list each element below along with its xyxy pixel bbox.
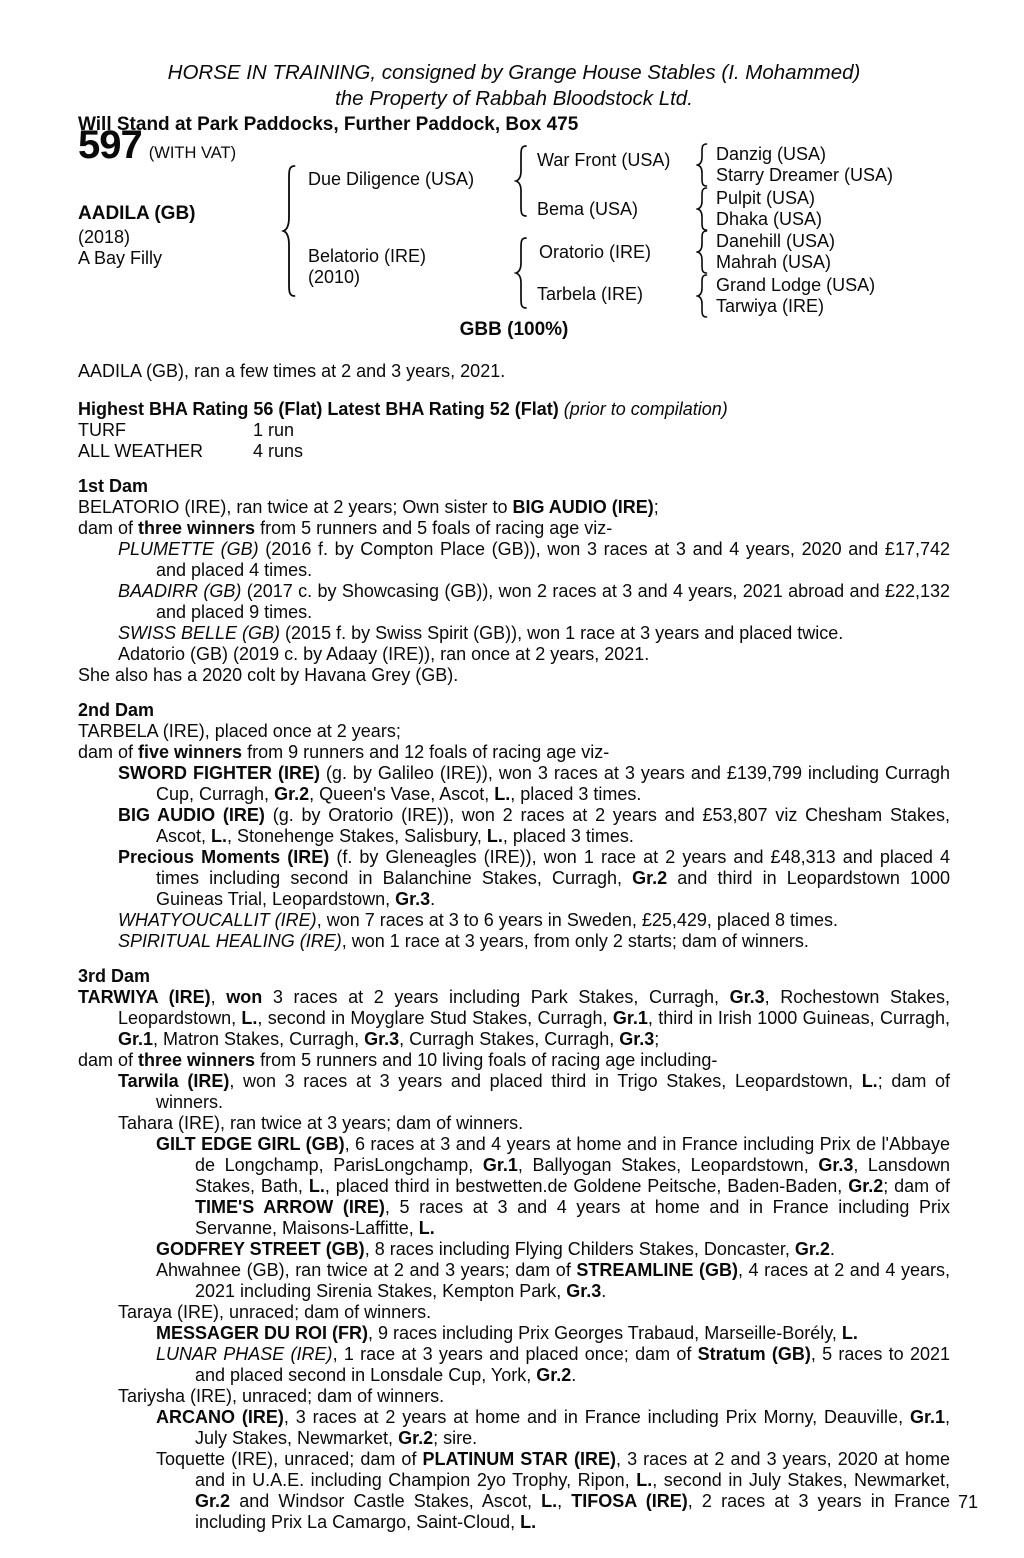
pedigree-paragraph: Precious Moments (IRE) (f. by Gleneagles (IRE)), won 1 race at 2 years and £48,313 and placed 4 times including second in Balanchine Stakes, Curragh, Gr.2 and third in Leopardstown 1000 Guineas Trial, Leopardstown, Gr.3. [118, 847, 950, 909]
pedigree-brace-gen1 [281, 165, 297, 297]
pedigree-paragraph: TARBELA (IRE), placed once at 2 years; [78, 721, 401, 741]
surface-label: ALL WEATHER [78, 441, 204, 461]
grandsire-name: Oratorio (IRE) [539, 242, 652, 262]
pedigree-paragraph: WHATYOUCALLIT (IRE), won 7 races at 3 to 6 years in Sweden, £25,429, placed 8 times. [118, 910, 838, 930]
great-grandparent-name: Mahrah (USA) [716, 252, 832, 272]
page-number: 71 [957, 1492, 978, 1512]
lot-number-value: 597 [78, 123, 142, 167]
dam-name: Belatorio (IRE) [308, 246, 427, 266]
great-grandparent-name: Danzig (USA) [716, 144, 827, 164]
ratings-row [78, 441, 950, 462]
great-grandparent-name: Danehill (USA) [716, 231, 836, 251]
sire-name: Due Diligence (USA) [308, 169, 475, 189]
pedigree-paragraph: SWORD FIGHTER (IRE) (g. by Galileo (IRE)), won 3 races at 3 years and £139,799 including Curragh Cup, Curragh, Gr.2, Queen's Vase, Ascot, L., placed 3 times. [118, 763, 950, 804]
pedigree-paragraph: dam of three winners from 5 runners and 10 living foals of racing age including- [78, 1050, 718, 1070]
pedigree-paragraph: GODFREY STREET (GB), 8 races including Flying Childers Stakes, Doncaster, Gr.2. [156, 1239, 835, 1259]
dam-year: (2010) [308, 267, 361, 287]
pedigree-paragraph: Tarwila (IRE), won 3 races at 3 years and placed third in Trigo Stakes, Leopardstown, L.; dam of winners. [118, 1071, 951, 1112]
section-heading: 1st Dam [78, 476, 149, 496]
ratings-block [78, 399, 950, 462]
pedigree-paragraph: Tahara (IRE), ran twice at 3 years; dam of winners. [118, 1113, 524, 1133]
pedigree-brace-dam-parents [514, 237, 528, 309]
section-heading: 2nd Dam [78, 700, 155, 720]
pedigree-paragraph: TARWIYA (IRE), won 3 races at 2 years including Park Stakes, Curragh, Gr.3, Rochestown Stakes, Leopardstown, L., second in Moyglare Stud Stakes, Curragh, Gr.1, third in Irish 1000 Guineas, Curragh, Gr.1, Matron Stakes, Curragh, Gr.3, Curragh Stakes, Curragh, Gr.3; [78, 987, 950, 1049]
catalogue-page [78, 0, 950, 1533]
owner-line: the Property of Rabbah Bloodstock Ltd. [335, 87, 693, 110]
pedigree-paragraph: MESSAGER DU ROI (FR), 9 races including Prix Georges Trabaud, Marseille-Borély, L. [156, 1323, 858, 1343]
pedigree-paragraph: Toquette (IRE), unraced; dam of PLATINUM STAR (IRE), 3 races at 2 and 3 years, 2020 at home and in U.A.E. including Champion 2yo Trophy, Ripon, L., second in July Stakes, Newmarket, Gr.2 and Windsor Castle Stakes, Ascot, L., TIFOSA (IRE), 2 races at 3 years in France including Prix La Camargo, Saint-Cloud, L. [156, 1449, 951, 1532]
dam-sections [78, 476, 950, 1533]
horse-description: A Bay Filly [78, 248, 163, 268]
pedigree-paragraph: dam of five winners from 9 runners and 12 foals of racing age viz- [78, 742, 610, 762]
pedigree-paragraph: BELATORIO (IRE), ran twice at 2 years; Own sister to BIG AUDIO (IRE); [78, 497, 659, 517]
pedigree-paragraph: GILT EDGE GIRL (GB), 6 races at 3 and 4 years at home and in France including Prix de l'Abbaye de Longchamp, ParisLongchamp, Gr.1, Ballyogan Stakes, Leopardstown, Gr.3, Lansdown Stakes, Bath, L., placed third in bestwetten.de Goldene Peitsche, Baden-Baden, Gr.2; dam of TIME'S ARROW (IRE), 5 races at 3 and 4 years at home and in France including Prix Servanne, Maisons-Laffitte, L. [156, 1134, 951, 1238]
ratings-headline [78, 399, 950, 420]
pedigree-paragraph: She also has a 2020 colt by Havana Grey (GB). [78, 665, 459, 685]
ratings-headline-note: (prior to compilation) [563, 399, 728, 419]
year-foaled: (2018) [78, 227, 131, 247]
pedigree-paragraph: BAADIRR (GB) (2017 c. by Showcasing (GB)), won 2 races at 3 and 4 years, 2021 abroad and £22,132 and placed 9 times. [118, 581, 951, 622]
runs-value: 4 runs [253, 441, 304, 461]
pedigree-paragraph: Taraya (IRE), unraced; dam of winners. [118, 1302, 432, 1322]
runs-value: 1 run [253, 420, 295, 440]
pedigree-brace-gen3 [696, 187, 708, 231]
great-grandparent-name: Dhaka (USA) [716, 209, 823, 229]
pedigree-paragraph: BIG AUDIO (IRE) (g. by Oratorio (IRE)), won 2 races at 2 years and £53,807 viz Chesham Stakes, Ascot, L., Stonehenge Stakes, Salisbury, L., placed 3 times. [118, 805, 950, 846]
pedigree-brace-gen3 [696, 274, 708, 318]
great-grandparent-name: Starry Dreamer (USA) [716, 165, 894, 185]
horse-name: AADILA (GB) [78, 203, 196, 224]
dam-section [78, 476, 950, 686]
dam-section [78, 700, 950, 952]
ratings-headline-bold: Highest BHA Rating 56 (Flat) Latest BHA Rating 52 (Flat) [78, 399, 559, 419]
pedigree-paragraph: Adatorio (GB) (2019 c. by Adaay (IRE)), ran once at 2 years, 2021. [118, 644, 650, 664]
pedigree-paragraph: SPIRITUAL HEALING (IRE), won 1 race at 3 years, from only 2 starts; dam of winners. [118, 931, 809, 951]
granddam-name: Bema (USA) [537, 199, 639, 219]
section-paragraphs [78, 721, 950, 952]
consignor-line: HORSE IN TRAINING, consigned by Grange House Stables (I. Mohammed) [167, 61, 861, 84]
section-paragraphs [78, 987, 950, 1533]
vat-note: (WITH VAT) [148, 144, 237, 162]
pedigree-brace-gen3 [696, 230, 708, 274]
section-paragraphs [78, 497, 950, 686]
lot-number [78, 123, 237, 167]
pedigree-paragraph: Ahwahnee (GB), ran twice at 2 and 3 years; dam of STREAMLINE (GB), 4 races at 2 and 4 years, 2021 including Sirenia Stakes, Kempton Park, Gr.3. [156, 1260, 950, 1301]
pedigree-paragraph: PLUMETTE (GB) (2016 f. by Compton Place (GB)), won 3 races at 3 and 4 years, 2020 and £17,742 and placed 4 times. [118, 539, 950, 580]
pedigree-brace-gen3 [696, 143, 708, 187]
stand-location: Will Stand at Park Paddocks, Further Paddock, Box 475 [78, 114, 579, 135]
surface-label: TURF [78, 420, 126, 440]
ratings-row [78, 420, 950, 441]
dam-section [78, 966, 950, 1533]
granddam-name: Tarbela (IRE) [537, 284, 644, 304]
pedigree-paragraph: Tariysha (IRE), unraced; dam of winners. [118, 1386, 445, 1406]
section-heading: 3rd Dam [78, 966, 151, 986]
pedigree-paragraph: ARCANO (IRE), 3 races at 2 years at home and in France including Prix Morny, Deauville, Gr.1, July Stakes, Newmarket, Gr.2; sire. [156, 1407, 950, 1448]
pedigree-paragraph: dam of three winners from 5 runners and 5 foals of racing age viz- [78, 518, 613, 538]
pedigree-brace-sire-parents [514, 145, 528, 217]
grandsire-name: War Front (USA) [537, 150, 671, 170]
pedigree-paragraph: SWISS BELLE (GB) (2015 f. by Swiss Spirit (GB)), won 1 race at 3 years and placed twice. [118, 623, 844, 643]
great-grandparent-name: Tarwiya (IRE) [716, 296, 825, 316]
great-grandparent-name: Grand Lodge (USA) [716, 275, 876, 295]
race-record: AADILA (GB), ran a few times at 2 and 3 years, 2021. [78, 361, 506, 381]
great-grandparent-name: Pulpit (USA) [716, 188, 816, 208]
pedigree-paragraph: LUNAR PHASE (IRE), 1 race at 3 years and placed once; dam of Stratum (GB), 5 races to 2021 and placed second in Lonsdale Cup, York, Gr.2. [156, 1344, 950, 1385]
scheme-note: GBB (100%) [459, 319, 569, 340]
